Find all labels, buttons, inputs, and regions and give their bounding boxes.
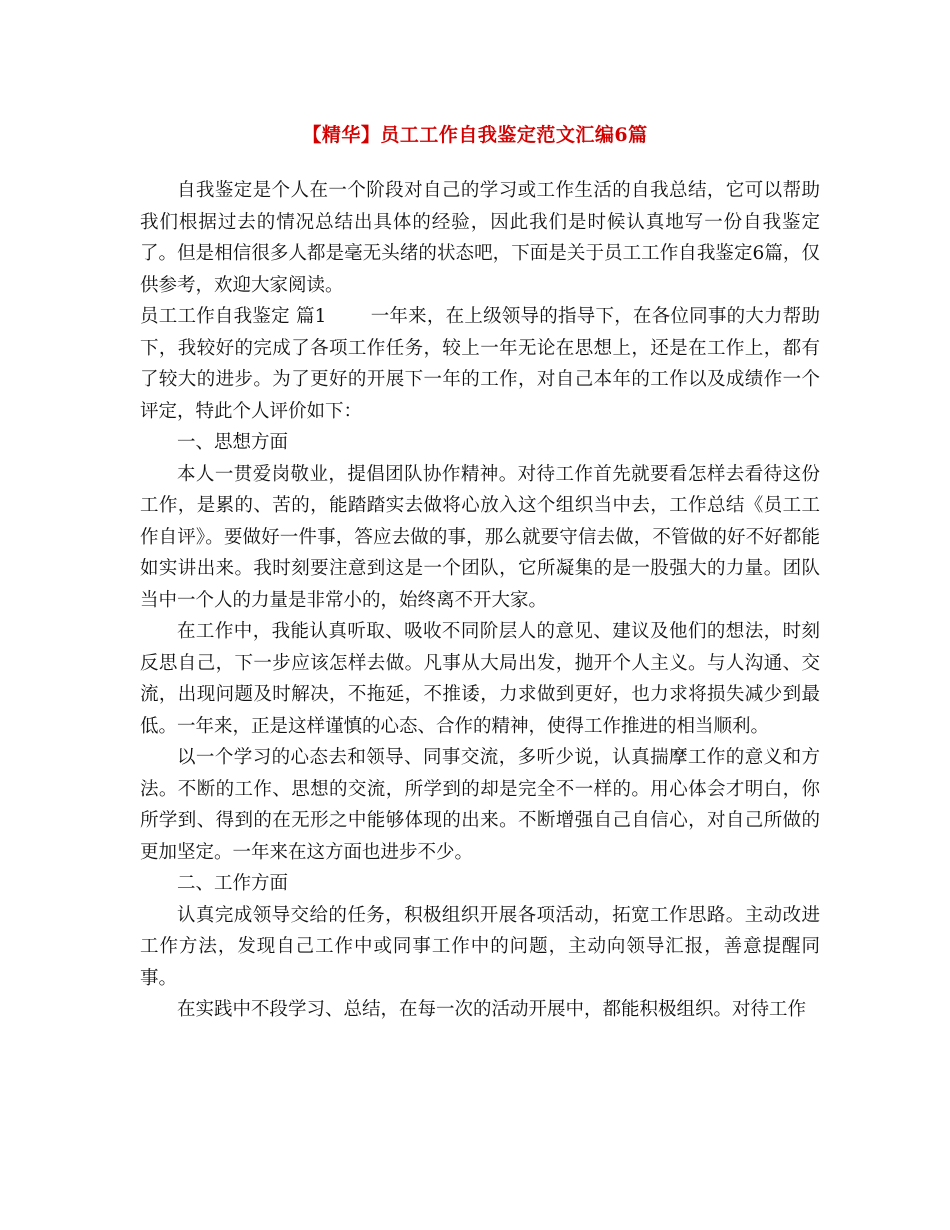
section-1-heading: 一、思想方面 bbox=[177, 432, 289, 453]
article-1-lead-paragraph bbox=[140, 301, 820, 427]
document-title: 【精华】员工工作自我鉴定范文汇编6篇 bbox=[302, 124, 648, 146]
document-body bbox=[140, 175, 820, 1026]
article-1-label: 员工工作自我鉴定 篇1 bbox=[140, 306, 327, 327]
article-1-lead-text: 一年来，在上级领导的指导下，在各位同事的大力帮助下，我较好的完成了各项工作任务，较上一年无论在思想上，还是在工作上，都有了较大的进步。为了更好的开展下一年的工作，对自己本年的工作以及成绩作一个评定，特此个人评价如下： bbox=[140, 306, 820, 422]
section-2-paragraph-2: 在实践中不段学习、总结，在每一次的活动开展中，都能积极组织。对待工作 bbox=[177, 999, 807, 1020]
section-2-paragraph-1: 认真完成领导交给的任务，积极组织开展各项活动，拓宽工作思路。主动改进工作方法，发现自己工作中或同事工作中的问题，主动向领导汇报，善意提醒同事。 bbox=[140, 904, 820, 989]
section-1-paragraph-2: 在工作中，我能认真听取、吸收不同阶层人的意见、建议及他们的想法，时刻反思自己，下一步应该怎样去做。凡事从大局出发，抛开个人主义。与人沟通、交流，出现问题及时解决，不拖延，不推诿，力求做到更好，也力求将损失减少到最低。一年来，正是这样谨慎的心态、合作的精神，使得工作推进的相当顺利。 bbox=[140, 621, 820, 737]
section-1-paragraph-3: 以一个学习的心态去和领导、同事交流，多听少说，认真揣摩工作的意义和方法。不断的工作、思想的交流，所学到的却是完全不一样的。用心体会才明白，你所学到、得到的在无形之中能够体现的出来。不断增强自己自信心，对自己所做的更加坚定。一年来在这方面也进步不少。 bbox=[140, 747, 820, 863]
section-2-heading: 二、工作方面 bbox=[177, 873, 289, 894]
section-1-paragraph-1: 本人一贯爱岗敬业，提倡团队协作精神。对待工作首先就要看怎样去看待这份工作，是累的、苦的，能踏踏实去做将心放入这个组织当中去，工作总结《员工工作自评》。要做好一件事，答应去做的事，那么就要守信去做，不管做的好不好都能如实讲出来。我时刻要注意到这是一个团队，它所凝集的是一股强大的力量。团队当中一个人的力量是非常小的，始终离不开大家。 bbox=[140, 463, 820, 611]
intro-paragraph: 自我鉴定是个人在一个阶段对自己的学习或工作生活的自我总结，它可以帮助我们根据过去的情况总结出具体的经验，因此我们是时候认真地写一份自我鉴定了。但是相信很多人都是毫无头绪的状态吧，下面是关于员工工作自我鉴定6篇，仅供参考，欢迎大家阅读。 bbox=[140, 180, 820, 296]
